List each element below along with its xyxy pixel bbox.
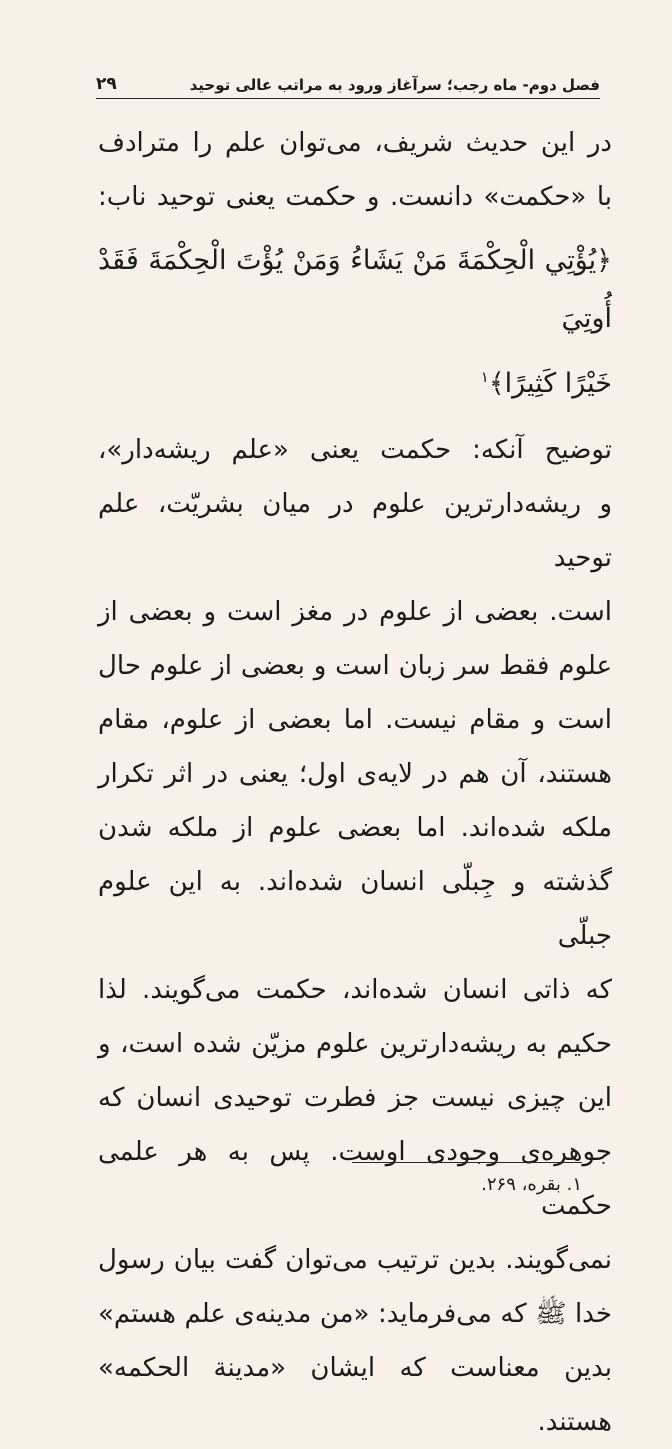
paragraph-line: گذشته و جِبلّی انسان شده‌اند. به این علوم جبلّی [98, 867, 612, 951]
footnote-divider [352, 1162, 582, 1163]
paragraph-line: حکیم به ریشه‌دارترین علوم مزیّن شده است، و [98, 1029, 612, 1059]
verse-line-text: خَيْرًا كَثِيرًا﴾ [488, 368, 612, 399]
footnote-marker: ۱ [480, 368, 489, 386]
paragraph-line: و ریشه‌دارترین علوم در میان بشریّت، علم توحید [98, 489, 612, 573]
paragraph-line: نمی‌گویند. بدین ترتیب می‌توان گفت بیان رسول [98, 1245, 612, 1275]
verse-line [98, 348, 612, 413]
verse-line: ﴿يُؤْتِي الْحِكْمَةَ مَنْ يَشَاءُ وَمَنْ يُؤْتَ الْحِكْمَةَ فَقَدْ أُوتِيَ [98, 245, 612, 334]
paragraph-line: است و مقام نیست. اما بعضی از علوم، مقام [98, 705, 612, 735]
paragraph-line: بدین معناست که ایشان «مدینة الحکمه» هستند. [98, 1353, 612, 1437]
paragraph-line: که ذاتی انسان شده‌اند، حکمت می‌گویند. لذا [98, 975, 612, 1005]
chapter-title: فصل دوم- ماه رجب؛ سرآغاز ورود به مراتب عالی توحید [189, 76, 600, 94]
paragraph-line: علوم فقط سر زبان است و بعضی از علوم حال [98, 651, 612, 681]
quran-verse [98, 232, 612, 413]
intro-line: در این حدیث شریف، می‌توان علم را مترادف [98, 128, 612, 158]
paragraph-line: ملکه شده‌اند. اما بعضی علوم از ملکه شدن [98, 813, 612, 843]
paragraph-line: خدا ﷺ که می‌فرماید: «من مدینه‌ی علم هستم» [98, 1299, 612, 1329]
intro-line: با «حکمت» دانست. و حکمت یعنی توحید ناب: [98, 182, 612, 212]
paragraph-line: این چیزی نیست جز فطرت توحیدی انسان که [98, 1083, 612, 1113]
body-text [98, 116, 612, 1449]
paragraph-line: است. بعضی از علوم در مغز است و بعضی از [98, 597, 612, 627]
page-number: ۲۹ [96, 74, 117, 94]
running-header [96, 60, 600, 99]
paragraph-line: جوهره‌ی وجودی اوست. پس به هر علمی حکمت [98, 1137, 612, 1221]
paragraph-line: توضیح آنکه: حکمت یعنی «علم ریشه‌دار»، [98, 435, 612, 465]
footnote: ۱. بقره، ۲۶۹. [481, 1174, 582, 1195]
paragraph-line: هستند، آن هم در لایه‌ی اول؛ یعنی در اثر تکرار [98, 759, 612, 789]
